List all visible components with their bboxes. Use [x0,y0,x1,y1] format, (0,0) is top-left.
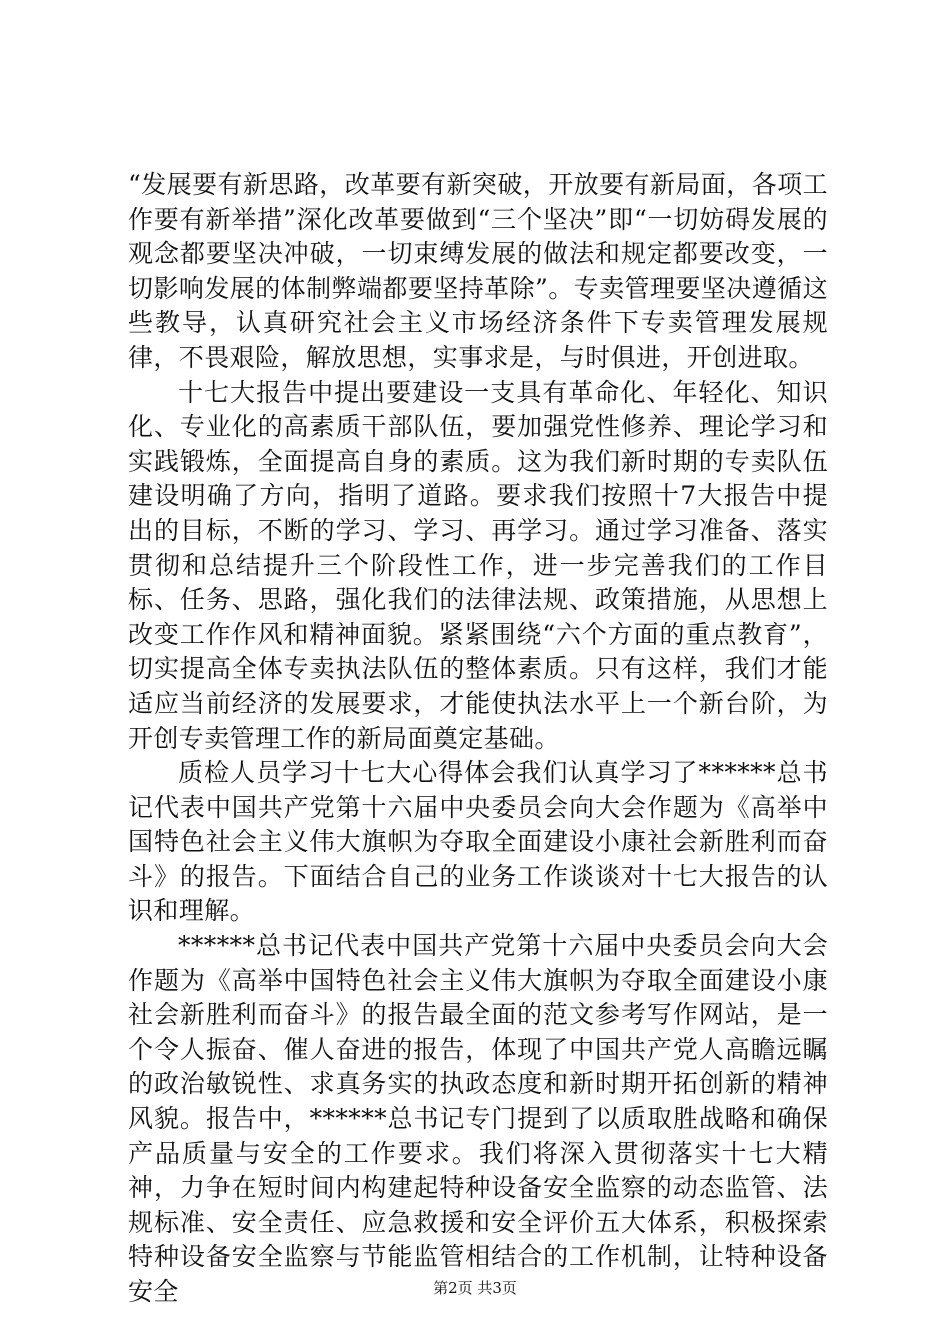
page-number-footer: 第2页 共3页 [433,1279,517,1297]
paragraph-quality-inspection: 质检人员学习十七大心得体会我们认真学习了******总书记代表中国共产党第十六届中央委员会向大会作题为《高举中国特色社会主义伟大旗帜为夺取全面建设小康社会新胜利而奋斗》的报告。下面结合自己的业务工作谈谈对十七大报告的认识和理解。 [128,758,828,926]
paragraph-cadre-team: 十七大报告中提出要建设一支具有革命化、年轻化、知识化、专业化的高素质干部队伍，要加强党性修养、理论学习和实践锻炼，全面提高自身的素质。这为我们新时期的专卖队伍建设明确了方向，指明了道路。要求我们按照十7大报告中提出的目标，不断的学习、学习、再学习。通过学习准备、落实贯彻和总结提升三个阶段性工作，进一步完善我们的工作目标、任务、思路，强化我们的法律法规、政策措施，从思想上改变工作作风和精神面貌。紧紧围绕“六个方面的重点教育”，切实提高全体专卖执法队伍的整体素质。只有这样，我们才能适应当前经济的发展要求，才能使执法水平上一个新台阶，为开创专卖管理工作的新局面奠定基础。 [128,377,828,753]
paragraph-continuation: “发展要有新思路，改革要有新突破，开放要有新局面，各项工作要有新举措”深化改革要做到“三个坚决”即“一切妨碍发展的观念都要坚决冲破，一切束缚发展的做法和规定都要改变，一切影响发展的体制弊端都要坚持革除”。专卖管理要坚决遵循这些教导，认真研究社会主义市场经济条件下专卖管理发展规律，不畏艰险，解放思想，实事求是，与时俱进，开创进取。 [128,170,828,372]
document-body [128,168,828,1310]
paragraph-report-summary: ******总书记代表中国共产党第十六届中央委员会向大会作题为《高举中国特色社会主义伟大旗帜为夺取全面建设小康社会新胜利而奋斗》的报告最全面的范文参考写作网站，是一个令人振奋、催人奋进的报告，体现了中国共产党人高瞻远瞩的政治敏锐性、求真务实的执政态度和新时期开拓创新的精神风貌。报告中，******总书记专门提到了以质取胜战略和确保产品质量与安全的工作要求。我们将深入贯彻落实十七大精神，力争在短时间内构建起特种设备安全监察的动态监管、法规标准、安全责任、应急救援和安全评价五大体系，积极探索特种设备安全监察与节能监管相结合的工作机制，让特种设备安全 [128,931,828,1306]
